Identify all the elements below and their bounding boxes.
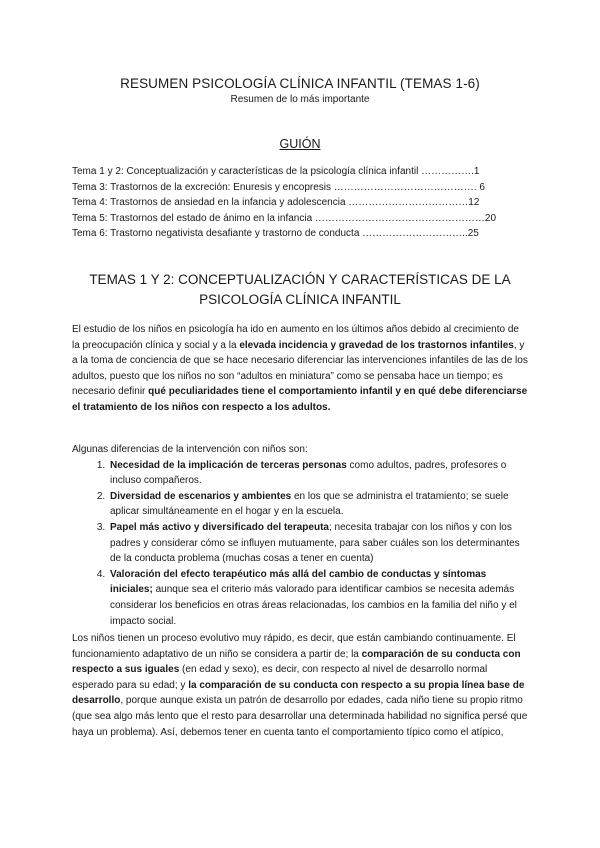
bold-text: Diversidad de escenarios y ambientes bbox=[110, 490, 292, 502]
differences-block bbox=[72, 442, 528, 629]
text-run: como adultos, padres, profesores o incluso compañeros. bbox=[110, 459, 507, 487]
section-title: TEMAS 1 Y 2: CONCEPTUALIZACIÓN Y CARACTERÍSTICAS DE LA PSICOLOGÍA CLÍNICA INFANTIL bbox=[89, 272, 511, 307]
text-run: en los que se administra el tratamiento; se suele aplicar simultáneamente en el hogar y en la escuela. bbox=[110, 490, 509, 518]
text-run: El estudio de los niños en psicología ha ido en aumento en los últimos años debido al crecimiento de la preocupación clínica y social y a la bbox=[72, 324, 519, 351]
paragraph-development bbox=[72, 631, 528, 740]
bold-text: la comparación de su conducta con respecto a su propia línea base de desarrollo bbox=[72, 679, 525, 707]
toc-item: Tema 5: Trastornos del estado de ánimo en la infancia ……………………………………………20 bbox=[72, 212, 497, 224]
bold-text: Necesidad de la implicación de terceras personas bbox=[110, 459, 347, 471]
toc-item: Tema 6: Trastorno negativista desafiante y trastorno de conducta …………………………..25 bbox=[72, 228, 479, 240]
bold-text: elevada incidencia y gravedad de los trastornos infantiles bbox=[239, 339, 514, 351]
document-subtitle: Resumen de lo más importante bbox=[230, 94, 370, 105]
document-title: RESUMEN PSICOLOGÍA CLÍNICA INFANTIL (TEMAS 1-6) bbox=[120, 76, 480, 91]
bold-text: Papel más activo y diversificado del terapeuta bbox=[110, 521, 329, 533]
list-intro: Algunas diferencias de la intervención con niños son: bbox=[72, 444, 308, 455]
text-run: (en edad y sexo), es decir, con respecto al nivel de desarrollo normal esperado para su edad; y bbox=[72, 664, 488, 691]
list-item bbox=[108, 458, 528, 489]
list-item bbox=[108, 567, 528, 629]
differences-list bbox=[72, 458, 528, 630]
bold-text: comparación de su conducta con respecto a sus iguales bbox=[72, 648, 521, 676]
text-run: aunque sea el criterio más valorado para identificar cambios se necesita además considerar los beneficios en otras áreas relacionadas, los cambios en la familia del niño y el impacto social. bbox=[110, 584, 517, 627]
table-of-contents bbox=[72, 164, 544, 242]
toc-heading: GUIÓN bbox=[279, 137, 321, 151]
paragraph-intro bbox=[72, 322, 528, 416]
bold-text: Valoración del efecto terapéutico más allá del cambio de conductas y síntomas iniciales; bbox=[110, 568, 487, 596]
text-run: ; necesita trabajar con los niños y con los padres y considerar cómo se influyen mutuamente, para saber cuáles son los determinantes de la conducta problema (muchas cosas a tener en cuenta) bbox=[110, 521, 520, 565]
bold-text: qué peculiaridades tiene el comportamiento infantil y en qué debe diferenciarse el tratamiento de los niños con respecto a los adultos. bbox=[72, 386, 528, 413]
toc-item: Tema 1 y 2: Conceptualización y características de la psicología clínica infantil …………….1 bbox=[72, 166, 480, 177]
toc-item: Tema 3: Trastornos de la excreción: Enuresis y encopresis ……………………………………. 6 bbox=[72, 181, 485, 193]
list-item bbox=[108, 489, 528, 520]
text-run: , porque aunque exista un patrón de desarrollo por edades, cada niño tiene su propio ritmo (que sea algo más lento que el resto para desarrollar una determinada habilidad no significa persé que haya un problema). Así, debemos tener en cuenta tanto el comportamiento típico como el atípico, bbox=[72, 695, 528, 738]
text-run: , y a la toma de conciencia de que se hace necesario diferenciar las intervenciones infantiles de las de los adultos, puesto que los niños no son “adultos en miniatura” como se pensaba hace un tiempo; es necesario definir bbox=[72, 339, 528, 398]
list-item bbox=[108, 520, 528, 567]
text-run: Los niños tienen un proceso evolutivo muy rápido, es decir, que están cambiando continuamente. El funcionamiento adaptativo de un niño se considera a partir de; la bbox=[72, 633, 516, 660]
toc-item: Tema 4: Trastornos de ansiedad en la infancia y adolescencia ………………………………12 bbox=[72, 197, 480, 209]
